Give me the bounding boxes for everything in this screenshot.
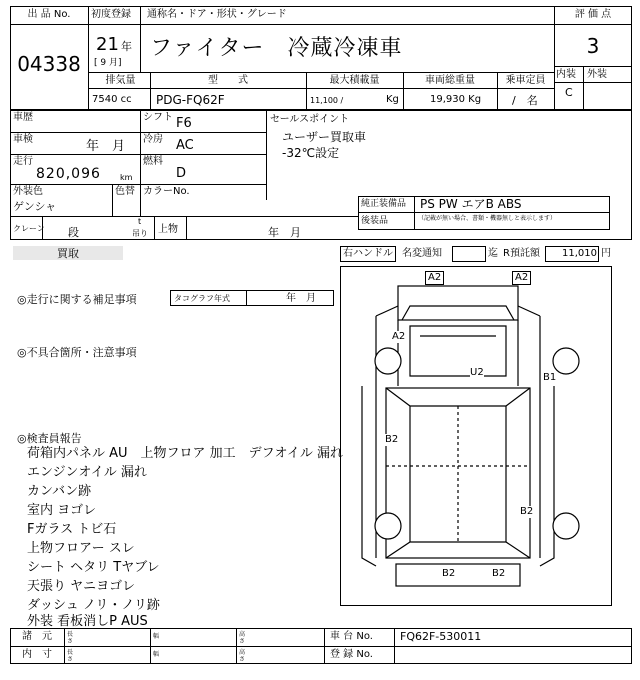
tachograph-value: 年 月 [286, 293, 316, 304]
length-label-2: 長さ [67, 649, 74, 663]
shift-label: シフト [143, 112, 173, 123]
width-label-2: 幅 [153, 651, 160, 658]
interior-label: 内装 [556, 69, 576, 80]
model-value: PDG-FQ62F [156, 93, 225, 107]
shift-value: F6 [176, 116, 192, 131]
inspector-line-3: カンバン跡 [27, 484, 92, 499]
capacity-label: 乗車定員 [505, 75, 546, 86]
width-label-1: 幅 [153, 633, 160, 640]
inspection-label: 車検 [13, 134, 33, 145]
damage-mark-a2-front-right: A2 [512, 271, 531, 285]
aftermarket-label: 後装品 [361, 216, 389, 226]
displacement-value: 7540 cc [92, 94, 132, 105]
max-load-label: 最大積載量 [329, 75, 380, 86]
truck-outline-svg [340, 266, 612, 606]
crane-stage: 段 [68, 226, 79, 239]
buy-label: 買取 [57, 247, 79, 260]
fuel-label: 燃料 [143, 156, 163, 167]
inspector-line-8: 天張り ヤニヨゴレ [27, 579, 136, 594]
inspector-line-4: 室内 ヨゴレ [27, 503, 97, 518]
std-equip-label: 純正装備品 [361, 199, 407, 209]
damage-mark-b2-rear-right: B2 [492, 568, 506, 579]
grade-label: 評 価 点 [574, 9, 612, 20]
r-reading-value: 11,010 [562, 248, 597, 259]
max-load-unit: Kg [386, 94, 399, 105]
registration-label: 登 録 No. [330, 649, 373, 660]
grade-value: 3 [586, 34, 600, 58]
ext-color-value: ゲンシャ [13, 200, 57, 213]
damage-mark-u2: U2 [470, 367, 484, 378]
damage-mark-b2-rear-left: B2 [442, 568, 456, 579]
tachograph-label: タコグラフ年式 [174, 294, 230, 303]
sales-point-2: -32℃設定 [282, 146, 340, 160]
std-equip-value: PS PW エアB ABS [420, 197, 522, 211]
first-reg-year: 21 [96, 34, 119, 55]
sales-point-1: ユーザー買取車 [282, 130, 367, 144]
damage-mark-a2-cab: A2 [392, 331, 406, 342]
crane-label: クレーン [13, 224, 45, 233]
interior-value: C [565, 86, 573, 99]
length-label-1: 長さ [67, 631, 74, 645]
inspector-report-label: ◎検査員報告 [17, 432, 82, 445]
inspector-line-2: エンジンオイル 漏れ [27, 465, 147, 480]
aftermarket-note: （記載が無い場合、書類・機器無しと表示します） [418, 215, 557, 222]
damage-mark-b2-right: B2 [520, 506, 534, 517]
height-label-2: 高さ [239, 649, 246, 663]
mileage-value: 820,096 [36, 166, 101, 182]
defect-notes-label: ◎不具合箇所・注意事項 [17, 346, 137, 359]
handle-label: 右ハンドル [343, 248, 393, 259]
color-code-label: カラーNo. [143, 186, 190, 197]
specs-label: 諸 元 [22, 631, 52, 642]
mileage-until-label: 迄 [488, 248, 498, 259]
inspector-line-6: 上物フロアー スレ [27, 541, 135, 556]
color-change-label: 色替 [115, 186, 135, 197]
fuel-value: D [176, 166, 187, 181]
driving-notes-label: ◎走行に関する補足事項 [17, 293, 137, 306]
upper-label: 上物 [158, 224, 178, 235]
ac-label: 冷房 [143, 134, 163, 145]
damage-mark-a2-front-left: A2 [425, 271, 444, 285]
damage-mark-b1: B1 [543, 372, 557, 383]
height-label-1: 高さ [239, 631, 246, 645]
inspector-line-10: 外装 看板消しP AUS [27, 614, 148, 629]
first-reg-month: [ 9 月] [94, 58, 122, 68]
inner-dims-label: 内 寸 [22, 649, 52, 660]
car-name: ファイター 冷蔵冷凍車 [150, 36, 403, 61]
lot-label: 出 品 No. [27, 9, 71, 20]
chassis-label: 車 台 No. [330, 631, 373, 642]
name-change-label: 名変通知 [402, 248, 442, 259]
chassis-value: FQ62F-530011 [400, 630, 482, 643]
mileage-label: 走行 [13, 156, 33, 167]
capacity-value: / 名 [512, 94, 538, 107]
history-label: 車歴 [13, 112, 33, 123]
gross-weight-label: 車両総重量 [425, 75, 475, 86]
inspector-line-9: ダッシュ ノリ・ノリ跡 [27, 598, 160, 613]
inspector-line-1: 荷箱内パネル AU 上物フロア 加工 デフオイル 漏れ [27, 446, 344, 461]
exterior-label: 外装 [587, 69, 607, 80]
r-reading-label: R預託額 [503, 248, 540, 259]
displacement-label: 排気量 [105, 75, 136, 86]
gross-weight-value: 19,930 Kg [430, 94, 482, 105]
model-label: 型 式 [208, 75, 248, 86]
ext-color-label: 外装色 [13, 186, 43, 197]
mileage-unit: km [120, 173, 133, 182]
damage-mark-b2-left: B2 [385, 434, 399, 445]
ac-value: AC [176, 138, 194, 153]
inspection-value: 年 月 [86, 139, 126, 154]
year-unit: 年 [121, 40, 132, 53]
upper-value: 年 月 [268, 226, 301, 239]
first-reg-label: 初度登録 [91, 9, 131, 20]
r-unit: 円 [601, 248, 611, 259]
inspector-line-7: シート ヘタリ Tヤブレ [27, 560, 160, 575]
crane-hang: 吊り [132, 229, 148, 238]
sales-point-label: セールスポイント [270, 114, 350, 125]
lot-number: 04338 [17, 52, 81, 76]
model-desc-label: 通称名・ドア・形状・グレード [147, 9, 287, 20]
max-load-value: 11,100 / [310, 96, 344, 105]
crane-ton: t [138, 217, 142, 226]
inspector-line-5: Fガラス トビ石 [27, 522, 117, 537]
